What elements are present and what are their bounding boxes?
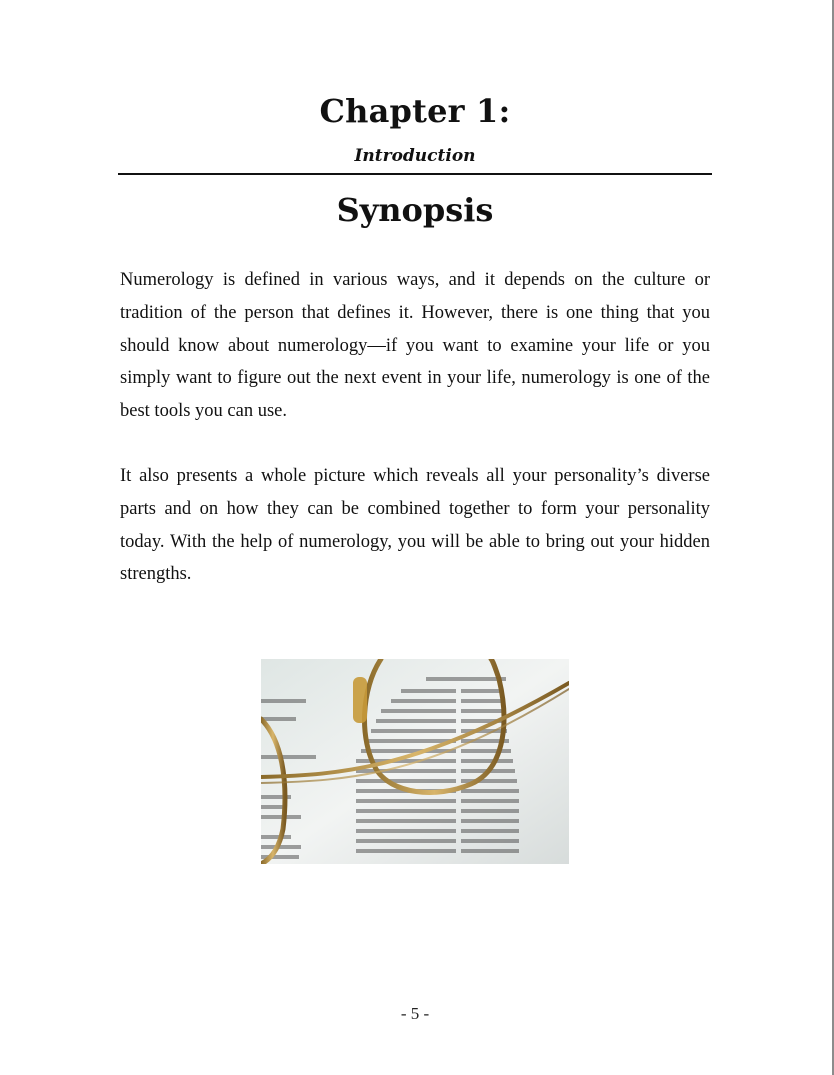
glasses-photo xyxy=(261,659,569,864)
chapter-title: Chapter 1: xyxy=(319,92,511,130)
page-number: - 5 - xyxy=(400,1004,430,1023)
paragraph-1: Numerology is defined in various ways, and it depends on the culture or tradition of the person that defines it. However, there is one thing that you should know about numerology—if you want to examine your life or you simply want to figure out the next event in your life, numerology is one of the best tools you can use. xyxy=(120,270,710,422)
title-rule xyxy=(118,173,712,175)
paragraph-2: It also presents a whole picture which reveals all your personality’s diverse parts and on how they can be combined together to form your personality today. With the help of numerology, you will be able to bring out your hidden strengths. xyxy=(120,466,710,585)
section-title: Synopsis xyxy=(336,191,494,229)
chapter-subtitle: Introduction xyxy=(354,146,476,166)
